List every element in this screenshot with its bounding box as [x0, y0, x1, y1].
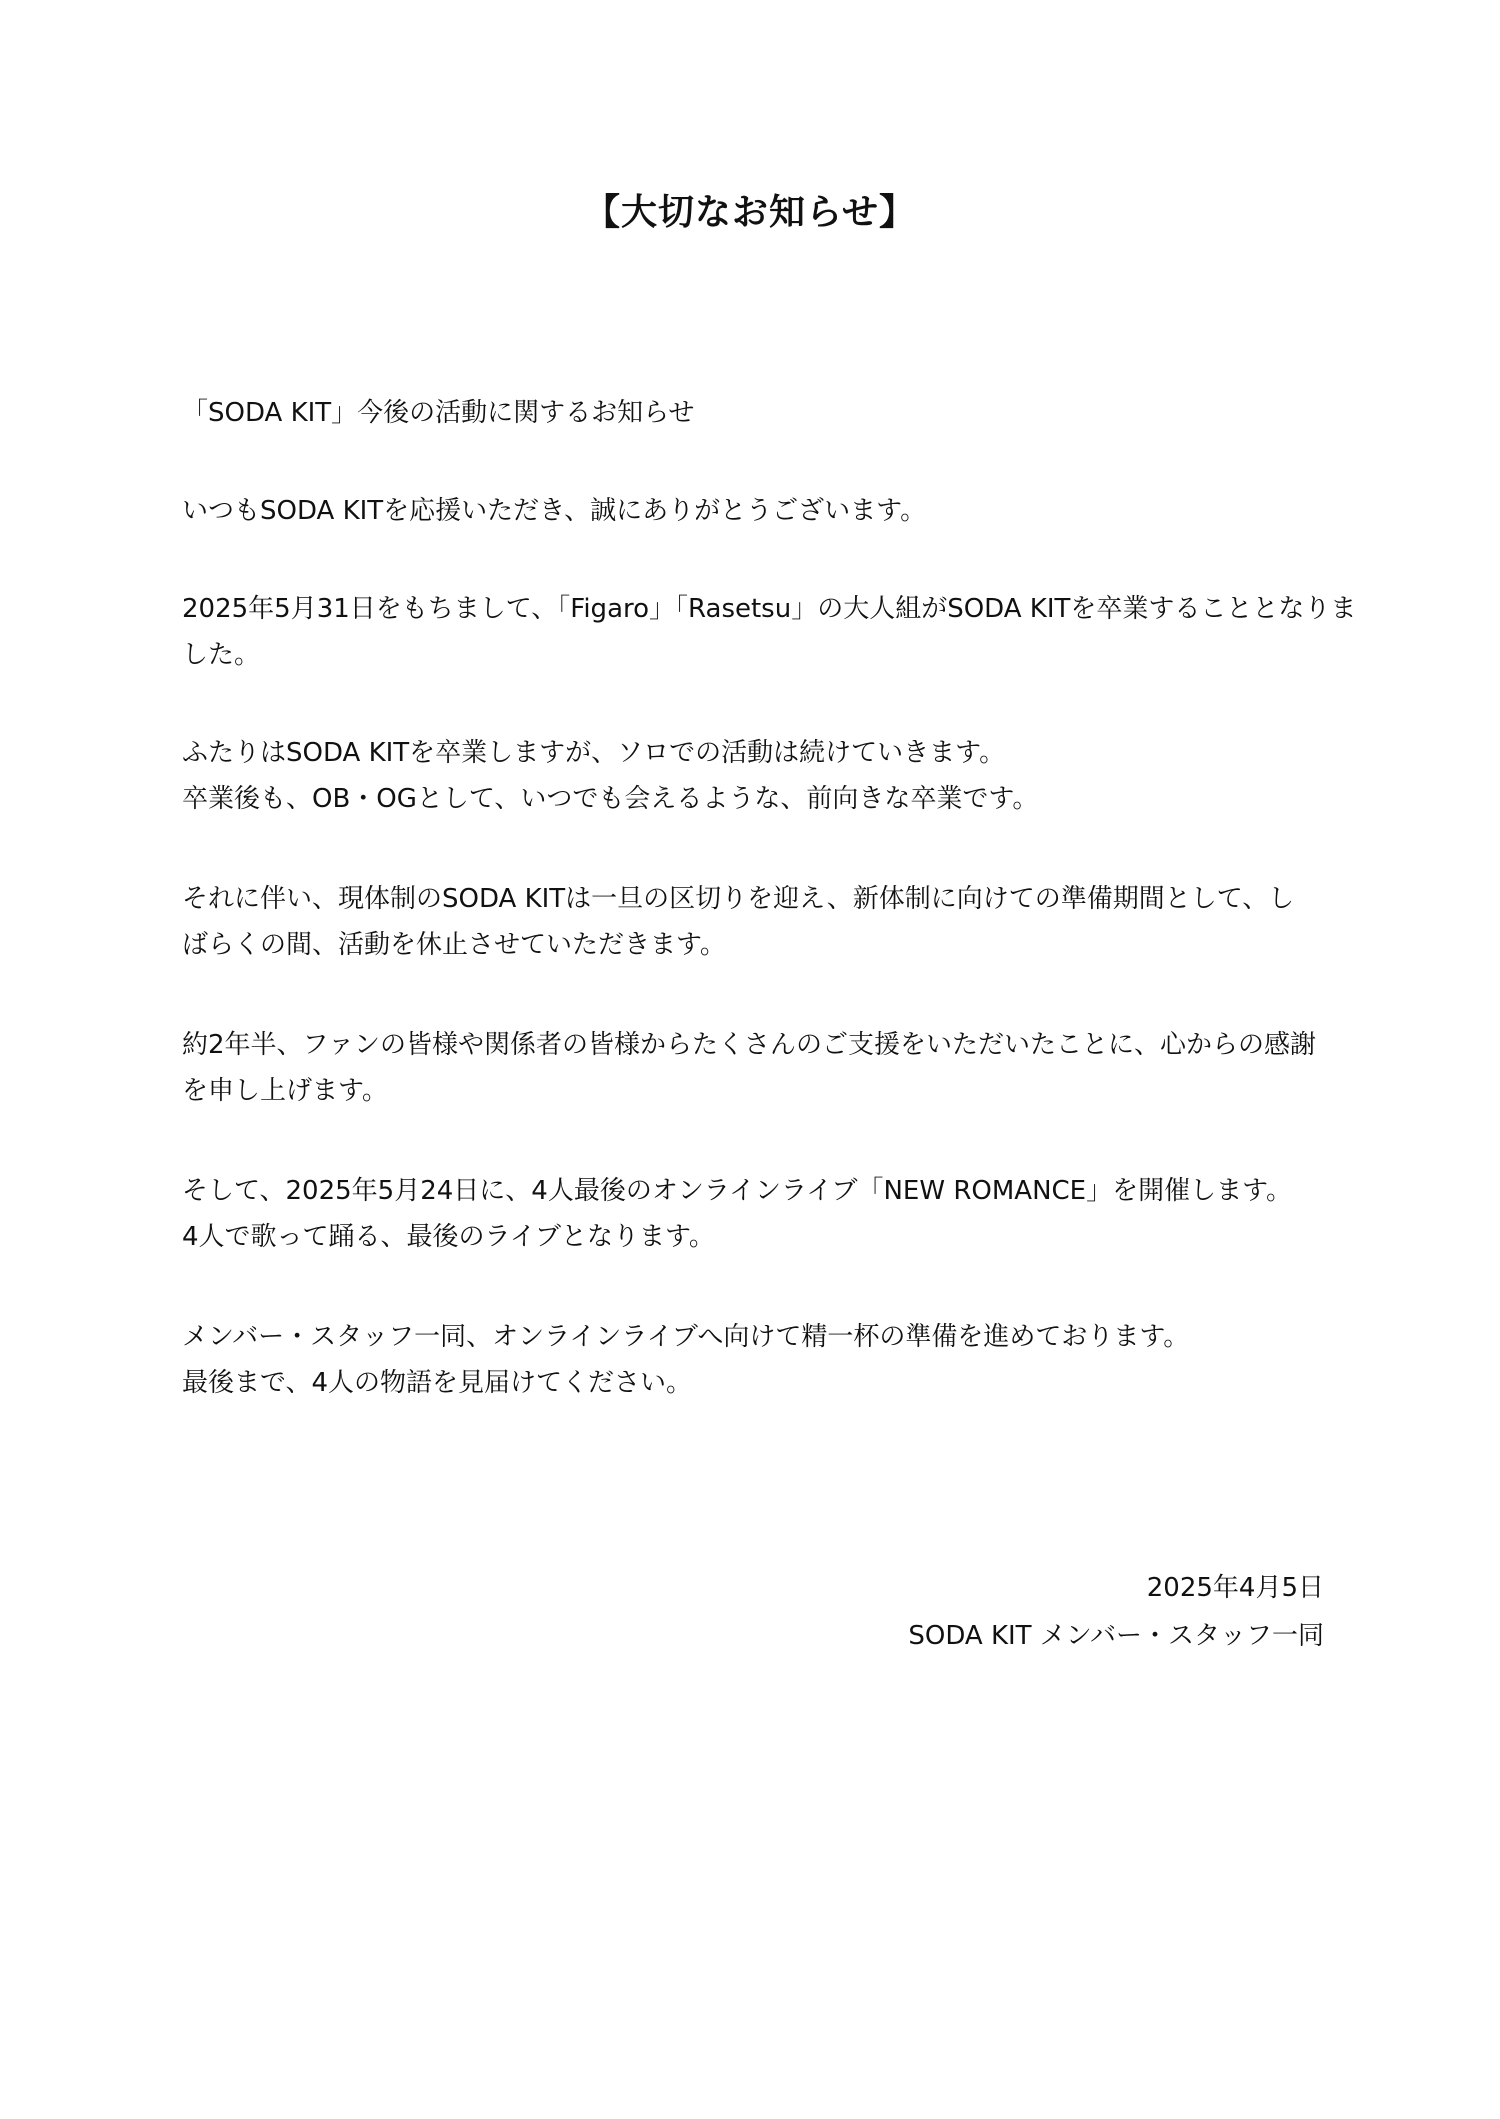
- paragraph-thanks: [182, 1022, 1342, 1114]
- paragraph-line: 最後まで、4人の物語を見届けてください。: [182, 1368, 693, 1398]
- paragraph-line: ふたりはSODA KITを卒業しますが、ソロでの活動は続けていきます。: [182, 738, 1006, 768]
- paragraph-closing: [182, 1314, 1342, 1406]
- paragraph-final-live: [182, 1168, 1342, 1260]
- paragraph-line: した。: [182, 640, 261, 670]
- paragraph-line: 4人で歌って踊る、最後のライブとなります。: [182, 1222, 715, 1252]
- paragraph-solo-activities: [182, 730, 1342, 822]
- notice-date: 2025年4月5日: [1146, 1573, 1324, 1603]
- paragraph-line: それに伴い、現体制のSODA KITは一旦の区切りを迎え、新体制に向けての準備期間として、し: [182, 884, 1295, 914]
- paragraph-greeting: [182, 488, 1342, 534]
- paragraph-line: を申し上げます。: [182, 1076, 388, 1106]
- paragraph-graduation-announcement: [182, 586, 1357, 678]
- paragraph-line: いつもSODA KITを応援いただき、誠にありがとうございます。: [182, 496, 927, 526]
- paragraph-line: ばらくの間、活動を休止させていただきます。: [182, 930, 726, 960]
- notice-signature: SODA KIT メンバー・スタッフ一同: [908, 1621, 1324, 1651]
- paragraph-line: そして、2025年5月24日に、4人最後のオンラインライブ「NEW ROMANCE」を開催します。: [182, 1176, 1293, 1206]
- paragraph-line: 約2年半、ファンの皆様や関係者の皆様からたくさんのご支援をいただいたことに、心からの感謝: [182, 1030, 1317, 1060]
- subject-line: 「SODA KIT」今後の活動に関するお知らせ: [182, 398, 695, 428]
- paragraph-line: 卒業後も、OB・OGとして、いつでも会えるような、前向きな卒業です。: [182, 784, 1039, 814]
- signature-block: [908, 1564, 1324, 1660]
- notice-title: 【大切なお知らせ】: [584, 192, 916, 233]
- paragraph-hiatus: [182, 876, 1342, 968]
- paragraph-line: メンバー・スタッフ一同、オンラインライブへ向けて精一杯の準備を進めております。: [182, 1322, 1190, 1352]
- notice-subject: [182, 390, 1342, 436]
- paragraph-line: 2025年5月31日をもちまして、「Figaro」「Rasetsu」の大人組がSODA KITを卒業することとなりま: [182, 594, 1357, 624]
